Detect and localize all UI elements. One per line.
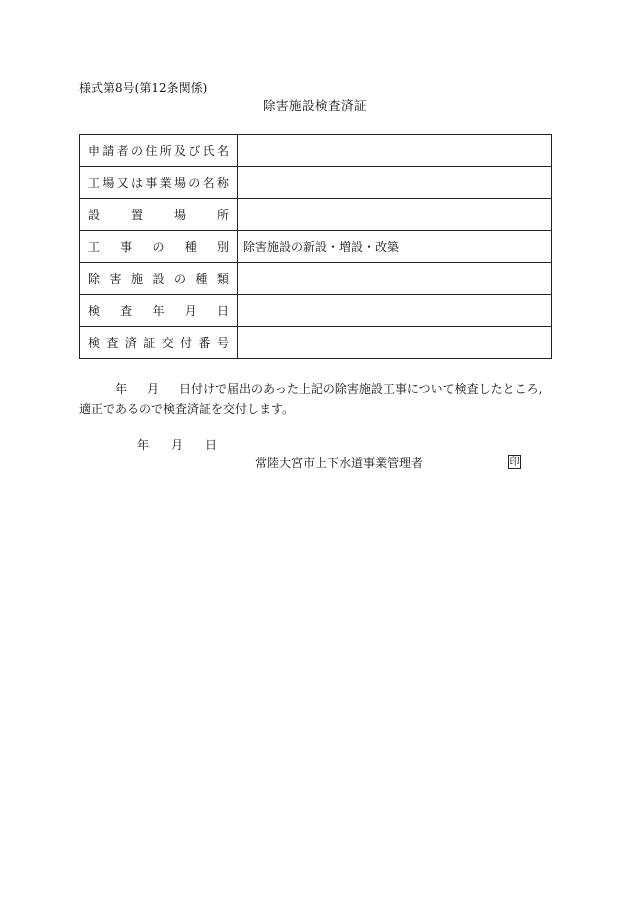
row-value <box>238 295 552 327</box>
label-char: 査 <box>106 336 119 350</box>
statement-line-1 <box>79 379 559 399</box>
label-char: 証 <box>143 336 156 350</box>
label-char: 及 <box>173 144 186 158</box>
label-char: の <box>130 144 143 158</box>
label-char: 号 <box>216 336 229 350</box>
row-value <box>238 199 552 231</box>
row-value <box>238 263 552 295</box>
label-char: 検 <box>88 336 101 350</box>
label-char: 月 <box>184 304 197 318</box>
label-char: 名 <box>202 176 215 190</box>
label-char: 又 <box>116 176 129 190</box>
row-label-text <box>80 334 237 351</box>
label-char: は <box>130 176 143 190</box>
label-char: 申 <box>88 144 101 158</box>
label-char: 設 <box>152 272 165 286</box>
document-title: 除害施設検査済証 <box>262 98 367 113</box>
statement-line-2: 適正であるので検査済証を交付します。 <box>79 402 295 416</box>
row-label-text <box>80 302 237 319</box>
seal-mark: 印 <box>509 457 520 468</box>
label-char: び <box>188 144 201 158</box>
row-label <box>80 199 238 231</box>
row-label-text <box>80 142 237 159</box>
issuer-name: 常陸大宮市上下水道事業管理者 <box>255 456 424 470</box>
label-char: 交 <box>161 336 174 350</box>
label-char: 場 <box>173 208 186 222</box>
label-char: 名 <box>216 144 229 158</box>
label-char: 検 <box>88 304 101 318</box>
label-char: 住 <box>145 144 158 158</box>
row-label-text <box>80 174 237 191</box>
certification-statement <box>79 379 559 419</box>
label-char: 済 <box>124 336 137 350</box>
issue-date <box>137 437 217 453</box>
label-char: の <box>188 176 201 190</box>
label-char: 所 <box>216 208 229 222</box>
row-label <box>80 327 238 359</box>
label-char: 年 <box>152 304 165 318</box>
inspection-table <box>79 134 552 359</box>
label-char: 事 <box>120 240 133 254</box>
label-char: 者 <box>116 144 129 158</box>
label-char: 置 <box>130 208 143 222</box>
table-row <box>80 167 552 199</box>
row-label-text <box>80 238 237 255</box>
label-char: の <box>173 272 186 286</box>
label-char: 場 <box>102 176 115 190</box>
table-row <box>80 231 552 263</box>
label-char: 日 <box>216 304 229 318</box>
label-char: 設 <box>88 208 101 222</box>
label-char: 工 <box>88 176 101 190</box>
issue-day: 日 <box>205 438 218 452</box>
label-char: 施 <box>130 272 143 286</box>
label-char: 所 <box>159 144 172 158</box>
label-char: 付 <box>180 336 193 350</box>
row-label <box>80 167 238 199</box>
label-char: 場 <box>173 176 186 190</box>
statement-year: 年 <box>115 382 128 396</box>
table-row <box>80 327 552 359</box>
row-label-text <box>80 270 237 287</box>
issue-month: 月 <box>171 438 184 452</box>
label-char: 種 <box>184 240 197 254</box>
label-char: 氏 <box>202 144 215 158</box>
label-char: 番 <box>198 336 211 350</box>
table-row <box>80 295 552 327</box>
row-label <box>80 135 238 167</box>
label-char: 別 <box>216 240 229 254</box>
table-row <box>80 135 552 167</box>
table-row <box>80 199 552 231</box>
label-char: 業 <box>159 176 172 190</box>
form-number: 様式第8号(第12条関係) <box>79 81 208 95</box>
row-value <box>238 327 552 359</box>
row-value: 除害施設の新設・増設・改築 <box>238 231 552 263</box>
label-char: 工 <box>88 240 101 254</box>
label-char: 害 <box>109 272 122 286</box>
row-value <box>238 135 552 167</box>
label-char: 査 <box>120 304 133 318</box>
label-char: 除 <box>88 272 101 286</box>
issue-year: 年 <box>137 438 150 452</box>
label-char: 事 <box>145 176 158 190</box>
label-char: の <box>152 240 165 254</box>
statement-text-1: 日付けで届出のあった上記の除害施設工事について検査したところ, <box>179 382 543 396</box>
row-label <box>80 231 238 263</box>
statement-month: 月 <box>147 382 160 396</box>
label-char: 類 <box>216 272 229 286</box>
table-row <box>80 263 552 295</box>
label-char: 種 <box>195 272 208 286</box>
row-label <box>80 295 238 327</box>
label-char: 請 <box>102 144 115 158</box>
row-value <box>238 167 552 199</box>
label-char: 称 <box>216 176 229 190</box>
row-label <box>80 263 238 295</box>
row-label-text <box>80 206 237 223</box>
